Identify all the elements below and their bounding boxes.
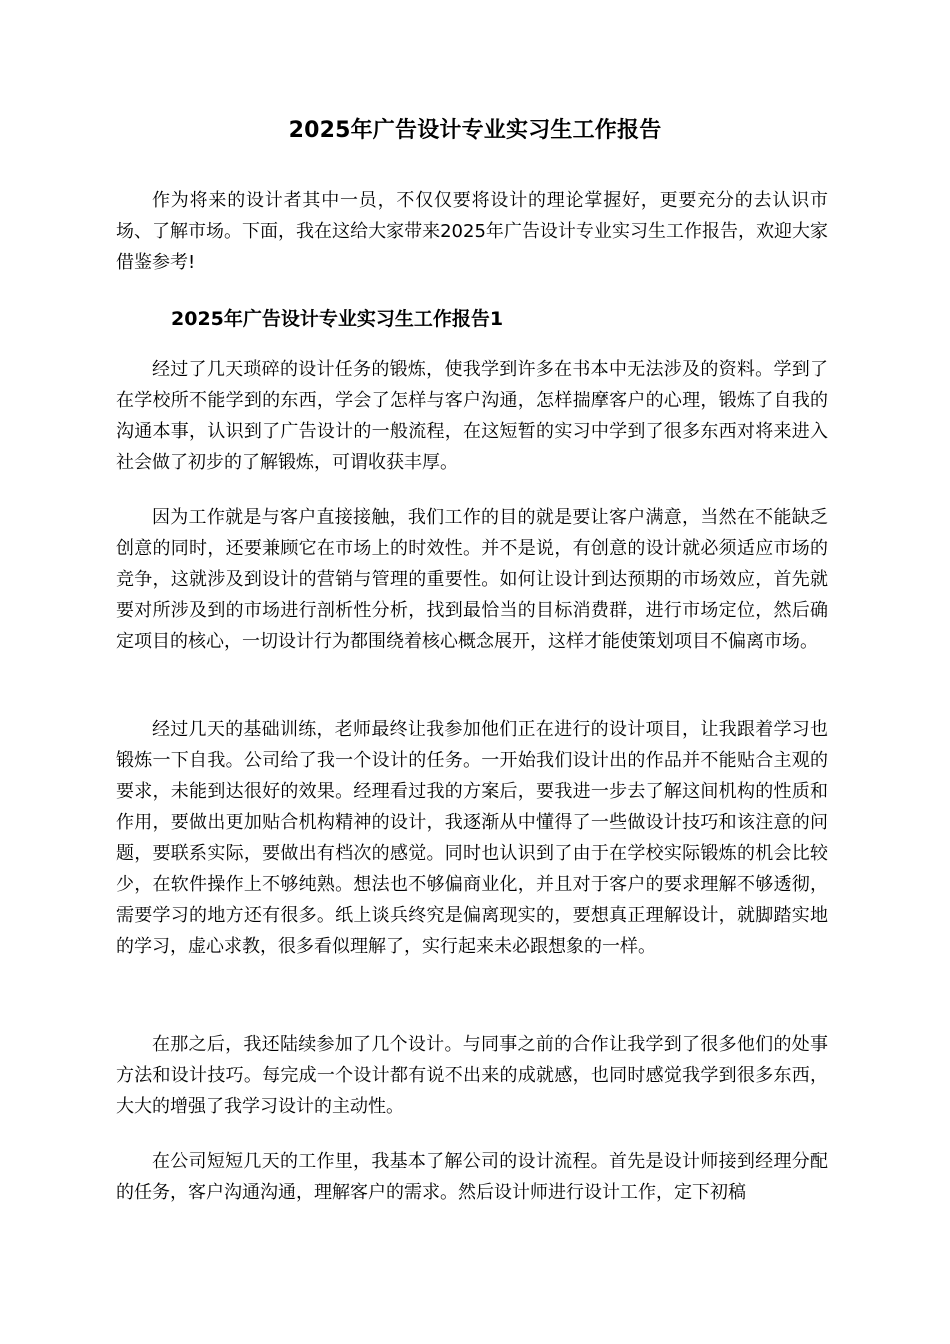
body-paragraph: 经过几天的基础训练，老师最终让我参加他们正在进行的设计项目，让我跟着学习也锻炼一下自我。公司给了我一个设计的任务。一开始我们设计出的作品并不能贴合主观的要求，未能到达很好的效果。经理看过我的方案后，要我进一步去了解这间机构的性质和作用，要做出更加贴合机构精神的设计，我逐渐从中懂得了一些做设计技巧和该注意的问题，要联系实际，要做出有档次的感觉。同时也认识到了由于在学校实际锻炼的机会比较少，在软件操作上不够纯熟。想法也不够偏商业化，并且对于客户的要求理解不够透彻，需要学习的地方还有很多。纸上谈兵终究是偏离现实的，要想真正理解设计，就脚踏实地的学习，虚心求教，很多看似理解了，实行起来未必跟想象的一样。 — [116, 719, 828, 957]
intro-paragraph: 作为将来的设计者其中一员，不仅仅要将设计的理论掌握好，更要充分的去认识市场、了解市场。下面，我在这给大家带来2025年广告设计专业实习生工作报告，欢迎大家借鉴参考! — [116, 190, 828, 273]
document-title: 2025年广告设计专业实习生工作报告 — [288, 118, 662, 143]
section-heading: 2025年广告设计专业实习生工作报告1 — [171, 308, 504, 330]
body-paragraph: 经过了几天琐碎的设计任务的锻炼，使我学到许多在书本中无法涉及的资料。学到了在学校所不能学到的东西，学会了怎样与客户沟通，怎样揣摩客户的心理，锻炼了自我的沟通本事，认识到了广告设计的一般流程，在这短暂的实习中学到了很多东西对将来进入社会做了初步的了解锻炼，可谓收获丰厚。 — [116, 359, 828, 473]
body-paragraph: 在公司短短几天的工作里，我基本了解公司的设计流程。首先是设计师接到经理分配的任务，客户沟通沟通，理解客户的需求。然后设计师进行设计工作，定下初稿 — [116, 1151, 828, 1203]
body-paragraph: 在那之后，我还陆续参加了几个设计。与同事之前的合作让我学到了很多他们的处事方法和设计技巧。每完成一个设计都有说不出来的成就感，也同时感觉我学到很多东西，大大的增强了我学习设计的主动性。 — [116, 1034, 828, 1117]
body-paragraph: 因为工作就是与客户直接接触，我们工作的目的就是要让客户满意，当然在不能缺乏创意的同时，还要兼顾它在市场上的时效性。并不是说，有创意的设计就必须适应市场的竞争，这就涉及到设计的营销与管理的重要性。如何让设计到达预期的市场效应，首先就要对所涉及到的市场进行剖析性分析，找到最恰当的目标消费群，进行市场定位，然后确定项目的核心，一切设计行为都围绕着核心概念展开，这样才能使策划项目不偏离市场。 — [116, 507, 828, 652]
